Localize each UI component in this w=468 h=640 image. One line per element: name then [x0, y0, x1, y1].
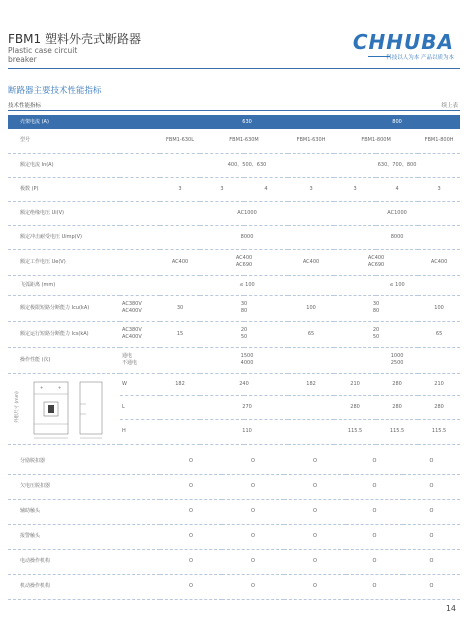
- accessories-table: [8, 449, 460, 600]
- ics-value: 50: [372, 334, 380, 340]
- dim-l-label: L: [120, 395, 160, 419]
- option-mark: O: [372, 457, 377, 464]
- accessory-cell: [403, 449, 460, 474]
- accessory-label: 分励脱扣器: [8, 449, 160, 474]
- option-mark: O: [251, 533, 255, 540]
- model-cell: FBM1-800H: [418, 129, 460, 153]
- accessory-cell: [222, 549, 284, 574]
- dim-w-cell: 182: [160, 373, 200, 395]
- accessory-label: 辅助触头: [8, 499, 160, 524]
- arc-800: ≤ 100: [334, 275, 460, 295]
- option-mark: O: [429, 558, 434, 565]
- option-mark: O: [429, 457, 434, 464]
- dimension-drawing: [8, 374, 120, 444]
- ui-630: AC1000: [160, 201, 334, 225]
- icu-voltages: [120, 295, 160, 321]
- table-row: [8, 449, 460, 474]
- in-630: 400、500、630: [160, 153, 334, 177]
- ue-cell: [334, 249, 418, 275]
- dim-h-label: H: [120, 420, 160, 444]
- poles-cell: 3: [288, 177, 334, 201]
- accessory-cell: [222, 449, 284, 474]
- icu-value: 80: [240, 308, 248, 314]
- option-mark: O: [251, 558, 255, 565]
- option-mark: O: [251, 508, 255, 515]
- accessory-cell: [403, 474, 460, 499]
- life-630: [160, 347, 334, 373]
- page-subtitle: [8, 46, 77, 64]
- svg-text:+: +: [58, 384, 62, 390]
- option-mark: O: [251, 583, 255, 590]
- ics-cell: 15: [160, 321, 200, 347]
- accessory-cell: [284, 499, 346, 524]
- table-row: [8, 225, 460, 249]
- ue-value: AC690: [235, 262, 253, 268]
- frame-current-label: 壳架电流 (A): [8, 115, 160, 129]
- ui-label: 额定绝缘电压 Ui(V): [8, 201, 160, 225]
- icu-cell: 100: [288, 295, 334, 321]
- dim-w-cell: 182: [288, 373, 334, 395]
- accessory-cell: [222, 499, 284, 524]
- accessory-label: 机动操作机构: [8, 574, 160, 599]
- table-row: [8, 549, 460, 574]
- model-cell: FBM1-630H: [288, 129, 334, 153]
- option-mark: O: [372, 533, 377, 540]
- life-value: 1500: [240, 353, 254, 360]
- accessory-cell: [284, 474, 346, 499]
- accessory-cell: [346, 474, 403, 499]
- life-type: 通电: [122, 353, 133, 360]
- option-mark: O: [429, 533, 434, 540]
- accessory-cell: [346, 574, 403, 599]
- option-mark: O: [372, 558, 377, 565]
- accessory-cell: [160, 524, 222, 549]
- ue-value: AC400: [367, 255, 385, 262]
- accessory-cell: [346, 449, 403, 474]
- ics-cell: [200, 321, 288, 347]
- icu-cell: 30: [160, 295, 200, 321]
- option-mark: O: [429, 483, 434, 490]
- poles-label: 极数 (P): [8, 177, 160, 201]
- accessory-cell: [346, 524, 403, 549]
- ue-value: AC690: [367, 262, 385, 268]
- accessory-cell: [346, 549, 403, 574]
- table-row: [8, 373, 460, 395]
- arc-label: 飞弧距离 (mm): [8, 275, 160, 295]
- poles-cell: 3: [200, 177, 244, 201]
- ue-cell: AC400: [160, 249, 200, 275]
- accessory-cell: [403, 574, 460, 599]
- dim-w-label: W: [120, 373, 160, 395]
- header-divider: [8, 68, 460, 69]
- subtitle-line-1: Plastic case circuit: [8, 46, 78, 55]
- icu-cell: [200, 295, 288, 321]
- dim-l-630: 270: [160, 395, 334, 419]
- table-row: [8, 474, 460, 499]
- table-row: [8, 275, 460, 295]
- voltage: AC400V: [122, 308, 142, 314]
- brand-logo: CHHUBA: [352, 30, 454, 54]
- svg-text:+: +: [40, 384, 44, 390]
- accessory-cell: [222, 574, 284, 599]
- voltage: AC380V: [122, 327, 142, 334]
- table-row: [8, 499, 460, 524]
- dim-h-cell: 115.5: [376, 420, 418, 444]
- accessory-cell: [284, 449, 346, 474]
- model-cell: FBM1-630L: [160, 129, 200, 153]
- model-cell: FBM1-630M: [200, 129, 288, 153]
- in-800: 630、700、800: [334, 153, 460, 177]
- table-row: [8, 153, 460, 177]
- dim-h-cell: 115.5: [418, 420, 460, 444]
- icu-value: 80: [372, 308, 380, 314]
- ics-cell: 65: [418, 321, 460, 347]
- accessory-cell: [160, 449, 222, 474]
- voltage: AC380V: [122, 301, 142, 308]
- accessory-label: 电动操作机构: [8, 549, 160, 574]
- frame-630: 630: [160, 115, 334, 129]
- life-type: 不通电: [122, 360, 138, 366]
- option-mark: O: [429, 508, 434, 515]
- icu-cell: [334, 295, 418, 321]
- ue-cell: AC400: [288, 249, 334, 275]
- table-row: [8, 574, 460, 599]
- accessory-cell: [284, 574, 346, 599]
- accessory-cell: [403, 499, 460, 524]
- option-mark: O: [189, 483, 193, 490]
- table-top-rule: [8, 110, 460, 111]
- life-value: 2500: [390, 360, 404, 366]
- life-label: 操作性能 (次): [8, 347, 120, 373]
- dim-w-cell: 280: [376, 373, 418, 395]
- accessory-cell: [403, 549, 460, 574]
- brand-slogan: 科技以人为本 产品以质为本: [386, 55, 454, 61]
- uimp-800: 8000: [334, 225, 460, 249]
- option-mark: O: [429, 583, 434, 590]
- subtitle-line-2: breaker: [8, 55, 37, 64]
- dims-side-label: 外形尺寸 (mm): [14, 390, 20, 423]
- dim-l-cell: 280: [418, 395, 460, 419]
- dim-l-cell: 280: [334, 395, 376, 419]
- ue-cell: AC400: [418, 249, 460, 275]
- ue-cell: [200, 249, 288, 275]
- poles-cell: 4: [244, 177, 288, 201]
- option-mark: O: [313, 558, 317, 565]
- ics-label: 额定运行短路分断能力 Ics(kA): [8, 321, 120, 347]
- table-row: [8, 321, 460, 347]
- option-mark: O: [372, 583, 377, 590]
- page-number: 14: [445, 604, 456, 613]
- accessory-label: 欠电压脱扣器: [8, 474, 160, 499]
- table-row: [8, 129, 460, 153]
- life-types: [120, 347, 160, 373]
- dim-w-cell: 210: [418, 373, 460, 395]
- in-label: 额定电流 In(A): [8, 153, 160, 177]
- icu-value: 30: [240, 301, 248, 308]
- option-mark: O: [189, 533, 193, 540]
- icu-value: 30: [372, 301, 380, 308]
- life-value: 1000: [390, 353, 404, 360]
- breaker-outline-icon: [22, 374, 122, 444]
- accessory-cell: [222, 474, 284, 499]
- option-mark: O: [189, 583, 193, 590]
- ics-value: 20: [372, 327, 380, 334]
- option-mark: O: [313, 533, 317, 540]
- option-mark: O: [372, 483, 377, 490]
- accessory-cell: [346, 499, 403, 524]
- dimension-drawing-cell: [8, 373, 120, 444]
- option-mark: O: [313, 457, 317, 464]
- table-row: [8, 295, 460, 321]
- option-mark: O: [313, 583, 317, 590]
- ue-label: 额定工作电压 Ue(V): [8, 249, 160, 275]
- poles-cell: 3: [334, 177, 376, 201]
- poles-cell: 3: [160, 177, 200, 201]
- accessory-cell: [160, 474, 222, 499]
- ics-cell: [334, 321, 418, 347]
- ics-value: 50: [240, 334, 248, 340]
- accessory-cell: [403, 524, 460, 549]
- table-row: [8, 115, 460, 129]
- dim-h-cell: 115.5: [334, 420, 376, 444]
- model-cell: FBM1-800M: [334, 129, 418, 153]
- option-mark: O: [251, 483, 255, 490]
- accessory-cell: [160, 574, 222, 599]
- icu-cell: 100: [418, 295, 460, 321]
- poles-cell: 3: [418, 177, 460, 201]
- accessory-cell: [284, 549, 346, 574]
- option-mark: O: [189, 558, 193, 565]
- table-row: [8, 177, 460, 201]
- accessory-cell: [160, 499, 222, 524]
- ics-value: 20: [240, 327, 248, 334]
- spec-table: [8, 115, 460, 445]
- table-row: [8, 201, 460, 225]
- ue-value: AC400: [235, 255, 253, 262]
- dim-l-cell: 280: [376, 395, 418, 419]
- accessory-cell: [284, 524, 346, 549]
- option-mark: O: [189, 508, 193, 515]
- accessory-cell: [222, 524, 284, 549]
- ics-voltages: [120, 321, 160, 347]
- page-title: FBM1 塑料外壳式断路器: [8, 32, 141, 46]
- table-title: 技术性能指标: [8, 103, 42, 109]
- table-row: [8, 347, 460, 373]
- uimp-label: 额定冲击耐受电压 Uimp(V): [8, 225, 160, 249]
- option-mark: O: [313, 483, 317, 490]
- ui-800: AC1000: [334, 201, 460, 225]
- uimp-630: 8000: [160, 225, 334, 249]
- table-row: [8, 249, 460, 275]
- continued-note: 续上表: [441, 103, 458, 109]
- model-label: 型号: [8, 129, 160, 153]
- poles-cell: 4: [376, 177, 418, 201]
- arc-630: ≤ 100: [160, 275, 334, 295]
- life-800: [334, 347, 460, 373]
- voltage: AC400V: [122, 334, 142, 340]
- table-row: [8, 524, 460, 549]
- frame-800: 800: [334, 115, 460, 129]
- dim-w-cell: 210: [334, 373, 376, 395]
- option-mark: O: [372, 508, 377, 515]
- accessory-label: 报警触头: [8, 524, 160, 549]
- ics-cell: 65: [288, 321, 334, 347]
- icu-label: 额定极限短路分断能力 Icu(kA): [8, 295, 120, 321]
- option-mark: O: [251, 457, 255, 464]
- option-mark: O: [313, 508, 317, 515]
- option-mark: O: [189, 457, 193, 464]
- life-value: 4000: [240, 360, 254, 366]
- section-title: 断路器主要技术性能指标: [8, 86, 102, 96]
- accessory-cell: [160, 549, 222, 574]
- dim-h-630: 110: [160, 420, 334, 444]
- dim-w-cell: 240: [200, 373, 288, 395]
